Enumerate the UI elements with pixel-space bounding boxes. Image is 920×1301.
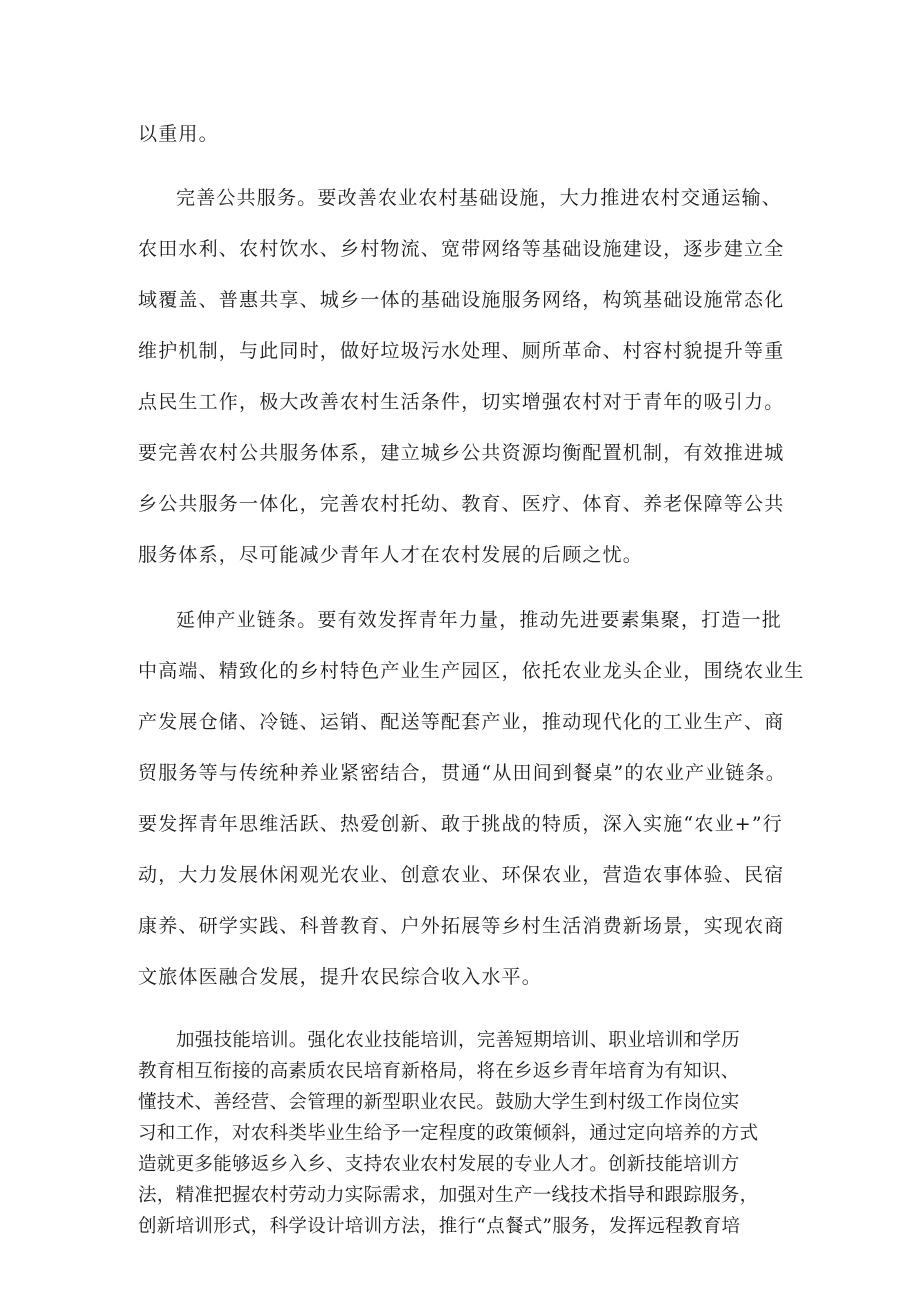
text-line: 产发展仓储、冷链、运销、配送等配套产业，推动现代化的工业生产、商 (138, 711, 785, 733)
text-line: 农田水利、农村饮水、乡村物流、宽带网络等基础设施建设，逐步建立全 (138, 238, 785, 260)
text-line: 域覆盖、普惠共享、城乡一体的基础设施服务网络，构筑基础设施常态化 (138, 289, 785, 311)
text-line: 以重用。 (138, 123, 219, 145)
text-line: 完善公共服务。要改善农业农村基础设施，大力推进农村交通运输、 (176, 187, 783, 209)
text-line: 法，精准把握农村劳动力实际需求，加强对生产一线技术指导和跟踪服务， (138, 1185, 759, 1206)
text-line: 文旅体医融合发展，提升农民综合收入水平。 (138, 966, 543, 988)
text-line: 服务体系，尽可能减少青年人才在农村发展的后顾之忧。 (138, 544, 644, 566)
text-line: 中高端、精致化的乡村特色产业生产园区，依托农业龙头企业，围绕农业生 (138, 660, 805, 682)
text-line: 教育相互衔接的高素质农民培育新格局，将在乡返乡青年培育为有知识、 (138, 1061, 740, 1082)
text-line: 贸服务等与传统种养业紧密结合，贯通“从田间到餐桌”的农业产业链条。 (138, 762, 787, 784)
text-line: 加强技能培训。强化农业技能培训，完善短期培训、职业培训和学历 (176, 1030, 741, 1051)
text-line: 要完善农村公共服务体系，建立城乡公共资源均衡配置机制，有效推进城 (138, 442, 785, 464)
text-line: 乡公共服务一体化，完善农村托幼、教育、医疗、体育、养老保障等公共 (138, 493, 785, 515)
text-line: 动，大力发展休闲观光农业、创意农业、环保农业，营造农事体验、民宿 (138, 864, 785, 886)
text-line: 点民生工作，极大改善农村生活条件，切实增强农村对于青年的吸引力。 (138, 391, 785, 413)
text-line: 延伸产业链条。要有效发挥青年力量，推动先进要素集聚，打造一批 (176, 609, 783, 631)
text-line: 造就更多能够返乡入乡、支持农业农村发展的专业人才。创新技能培训方 (138, 1154, 740, 1175)
text-line: 要发挥青年思维活跃、热爱创新、敢于挑战的特质，深入实施“农业+”行 (138, 813, 783, 835)
text-line: 创新培训形式，科学设计培训方法，推行“点餐式”服务，发挥远程教育培 (138, 1216, 741, 1237)
text-line: 维护机制，与此同时，做好垃圾污水处理、厕所革命、村容村貌提升等重 (138, 340, 785, 362)
text-line: 懂技术、善经营、会管理的新型职业农民。鼓励大学生到村级工作岗位实 (138, 1092, 740, 1113)
text-line: 习和工作，对农科类毕业生给予一定程度的政策倾斜，通过定向培养的方式 (138, 1123, 759, 1144)
text-line: 康养、研学实践、科普教育、户外拓展等乡村生活消费新场景，实现农商 (138, 915, 785, 937)
